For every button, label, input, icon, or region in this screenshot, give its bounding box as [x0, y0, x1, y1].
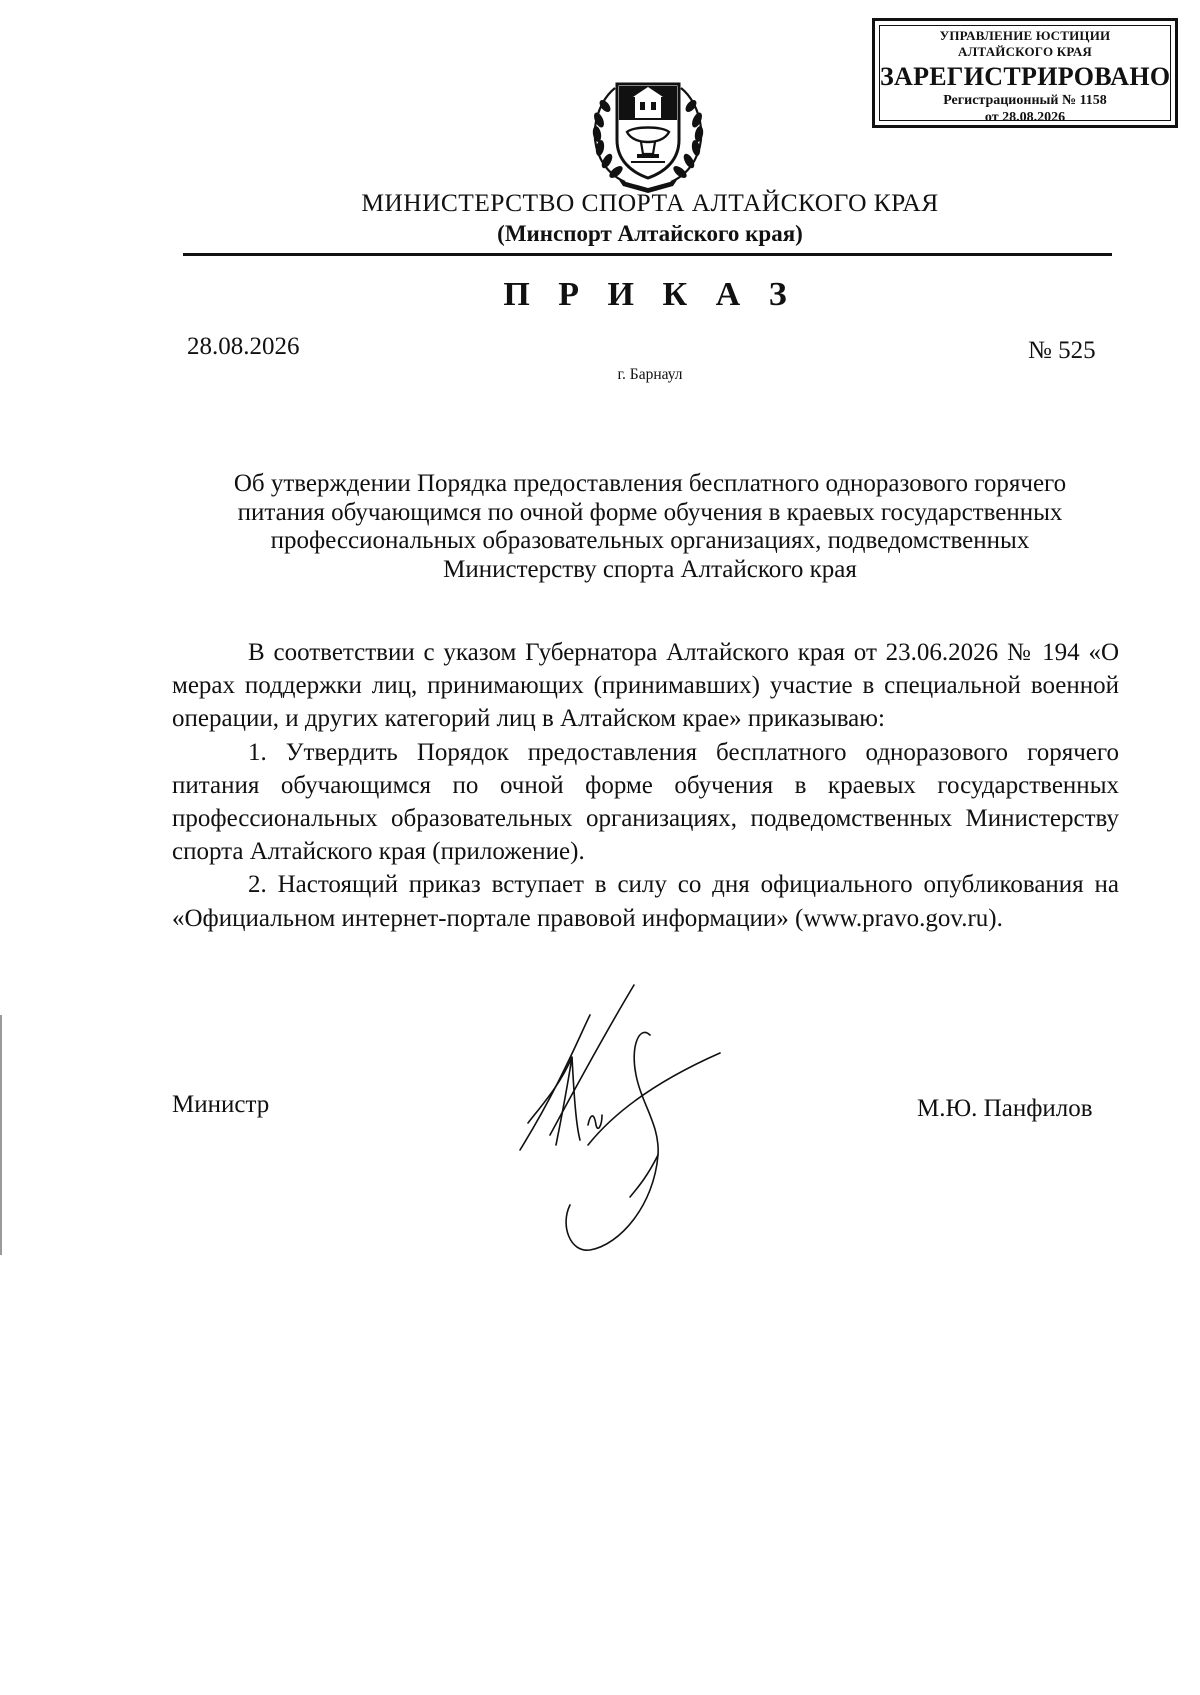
- document-subject: Об утверждении Порядка предоставления бесплатного одноразового горячего питания обучающимся по очной форме обучения в краевых государственных профессиональных образовательных организациях, подведомственных Министерству спорта Алтайского края: [233, 470, 1067, 583]
- registration-stamp: [872, 18, 1178, 128]
- document-body: [172, 636, 1119, 935]
- document-type-title: П Р И К А З: [503, 276, 797, 313]
- coat-of-arms-icon: [585, 70, 711, 194]
- ministry-name: МИНИСТЕРСТВО СПОРТА АЛТАЙСКОГО КРАЯ: [361, 188, 939, 217]
- stamp-reg-date: от 28.08.2026: [984, 110, 1066, 125]
- body-paragraph-item-1: 1. Утвердить Порядок предоставления бесплатного одноразового горячего питания обучающимся по очной форме обучения в краевых государственных профессиональных образовательных организациях, подведомственных Министерству спорта Алтайского края (приложение).: [172, 738, 1119, 866]
- stamp-org-line1: УПРАВЛЕНИЕ ЮСТИЦИИ: [939, 28, 1111, 43]
- stamp-reg-number: Регистрационный № 1158: [943, 93, 1107, 108]
- document-date: 28.08.2026: [187, 333, 300, 360]
- registration-stamp-inner: [879, 25, 1171, 125]
- handwritten-signature-icon: [490, 975, 760, 1265]
- stamp-org-line2: АЛТАЙСКОГО КРАЯ: [958, 44, 1092, 59]
- scan-margin-line: [0, 1015, 2, 1255]
- document-number: № 525: [1028, 337, 1096, 364]
- signatory-title: Министр: [172, 1091, 270, 1118]
- header-divider: [183, 253, 1112, 256]
- ministry-short-name: (Минспорт Алтайского края): [497, 221, 803, 246]
- signatory-name: М.Ю. Панфилов: [917, 1095, 1093, 1122]
- body-paragraph-preamble: В соответствии с указом Губернатора Алтайского края от 23.06.2026 № 194 «О мерах поддержки лиц, принимающих (принимавших) участие в специальной военной операции, и других категорий лиц в Алтайском крае» приказываю:: [172, 639, 1119, 733]
- body-paragraph-item-2: 2. Настоящий приказ вступает в силу со дня официального опубликования на «Официальном интернет-портале правовой информации» (www.pravo.gov.ru).: [172, 871, 1119, 932]
- document-city: г. Барнаул: [617, 366, 683, 383]
- stamp-title: ЗАРЕГИСТРИРОВАНО: [880, 62, 1171, 91]
